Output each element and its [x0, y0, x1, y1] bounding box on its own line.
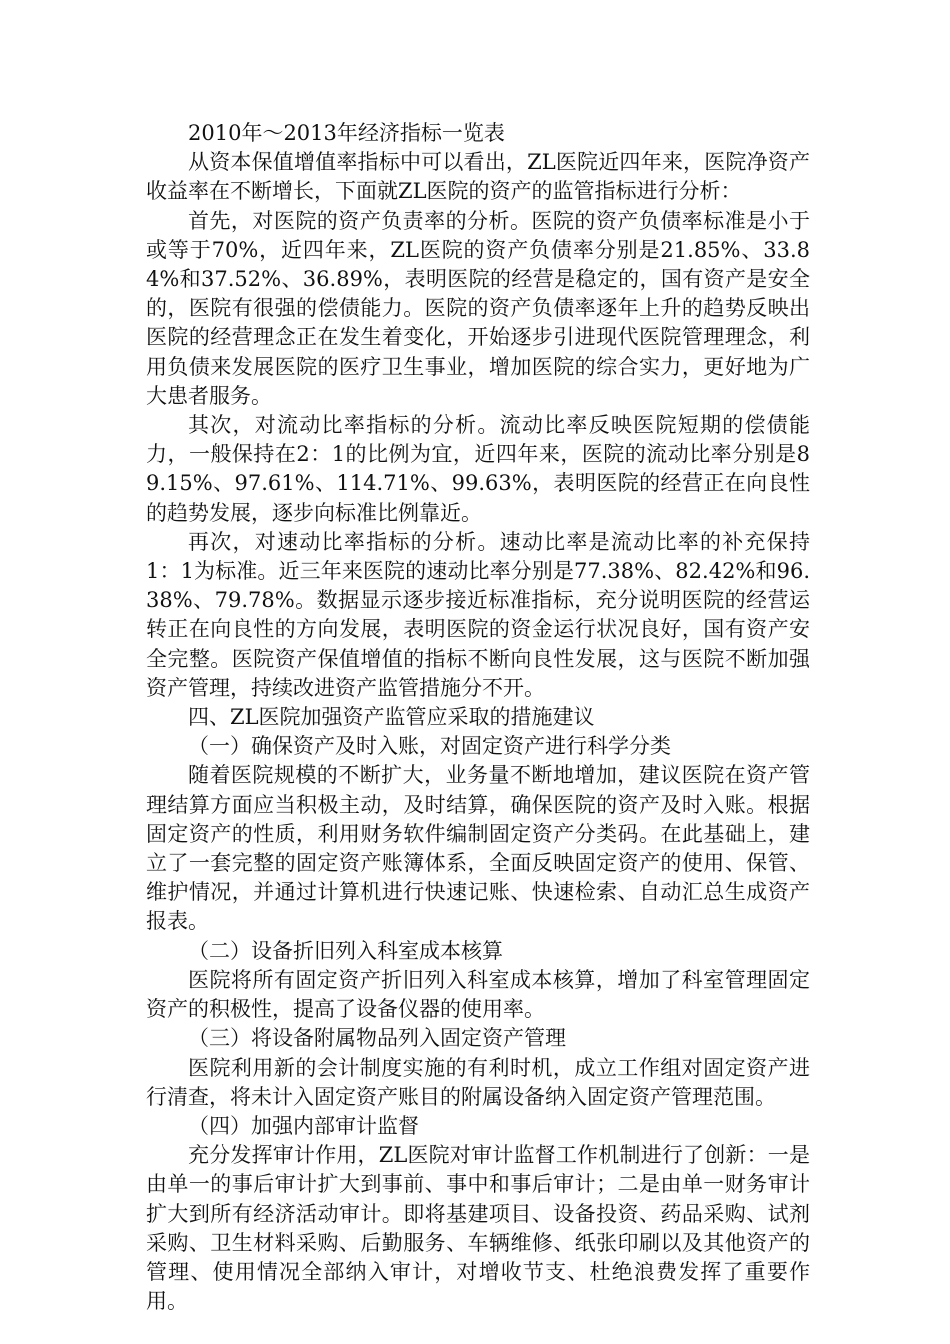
document-page	[146, 119, 810, 1316]
quick-ratio-paragraph: 再次，对速动比率指标的分析。速动比率是流动比率的补充保持1：1为标准。近三年来医院的速动比率分别是77.38%、82.42%和96.38%、79.78%。数据显示逐步接近标准指标，充分说明医院的经营运转正在向良性的方向发展，表明医院的资金运行状况良好，国有资产安全完整。医院资产保值增值的指标不断向良性发展，这与医院不断加强资产管理，持续改进资产监管措施分不开。	[146, 529, 810, 700]
section-heading: 四、ZL医院加强资产监管应采取的措施建议	[188, 705, 595, 730]
subheading-4: （四）加强内部审计监督	[188, 1113, 419, 1138]
table-caption: 2010年～2013年经济指标一览表	[188, 121, 505, 145]
subheading-2: （二）设备折旧列入科室成本核算	[188, 938, 503, 963]
subheading-1: （一）确保资产及时入账，对固定资产进行科学分类	[188, 734, 671, 759]
subsection-1-paragraph: 随着医院规模的不断扩大，业务量不断地增加，建议医院在资产管理结算方面应当积极主动，及时结算，确保医院的资产及时入账。根据固定资产的性质，利用财务软件编制固定资产分类码。在此基础上，建立了一套完整的固定资产账簿体系，全面反映固定资产的使用、保管、维护情况，并通过计算机进行快速记账、快速检索、自动汇总生成资产报表。	[146, 763, 810, 934]
debt-ratio-paragraph: 首先，对医院的资产负责率的分析。医院的资产负债率标准是小于或等于70%，近四年来，ZL医院的资产负债率分别是21.85%、33.84%和37.52%、36.89%，表明医院的经营是稳定的，国有资产是安全的，医院有很强的偿债能力。医院的资产负债率逐年上升的趋势反映出医院的经营理念正在发生着变化，开始逐步引进现代医院管理理念，利用负债来发展医院的医疗卫生事业，增加医院的综合实力，更好地为广大患者服务。	[146, 208, 810, 408]
subheading-3: （三）将设备附属物品列入固定资产管理	[188, 1026, 566, 1051]
current-ratio-paragraph: 其次，对流动比率指标的分析。流动比率反映医院短期的偿债能力，一般保持在2：1的比例为宜，近四年来，医院的流动比率分别是89.15%、97.61%、114.71%、99.63%，表明医院的经营正在向良性的趋势发展，逐步向标准比例靠近。	[146, 413, 810, 525]
subsection-3-paragraph: 医院利用新的会计制度实施的有利时机，成立工作组对固定资产进行清查，将未计入固定资产账目的附属设备纳入固定资产管理范围。	[146, 1055, 810, 1109]
subsection-2-paragraph: 医院将所有固定资产折旧列入科室成本核算，增加了科室管理固定资产的积极性，提高了设备仪器的使用率。	[146, 967, 810, 1022]
subsection-4-paragraph: 充分发挥审计作用，ZL医院对审计监督工作机制进行了创新：一是由单一的事后审计扩大到事前、事中和事后审计；二是由单一财务审计扩大到所有经济活动审计。即将基建项目、设备投资、药品采购、试剂采购、卫生材料采购、后勤服务、车辆维修、纸张印刷以及其他资产的管理、使用情况全部纳入审计，对增收节支、杜绝浪费发挥了重要作用。	[146, 1143, 810, 1314]
intro-paragraph: 从资本保值增值率指标中可以看出，ZL医院近四年来，医院净资产收益率在不断增长，下面就ZL医院的资产的监管指标进行分析：	[146, 150, 810, 204]
